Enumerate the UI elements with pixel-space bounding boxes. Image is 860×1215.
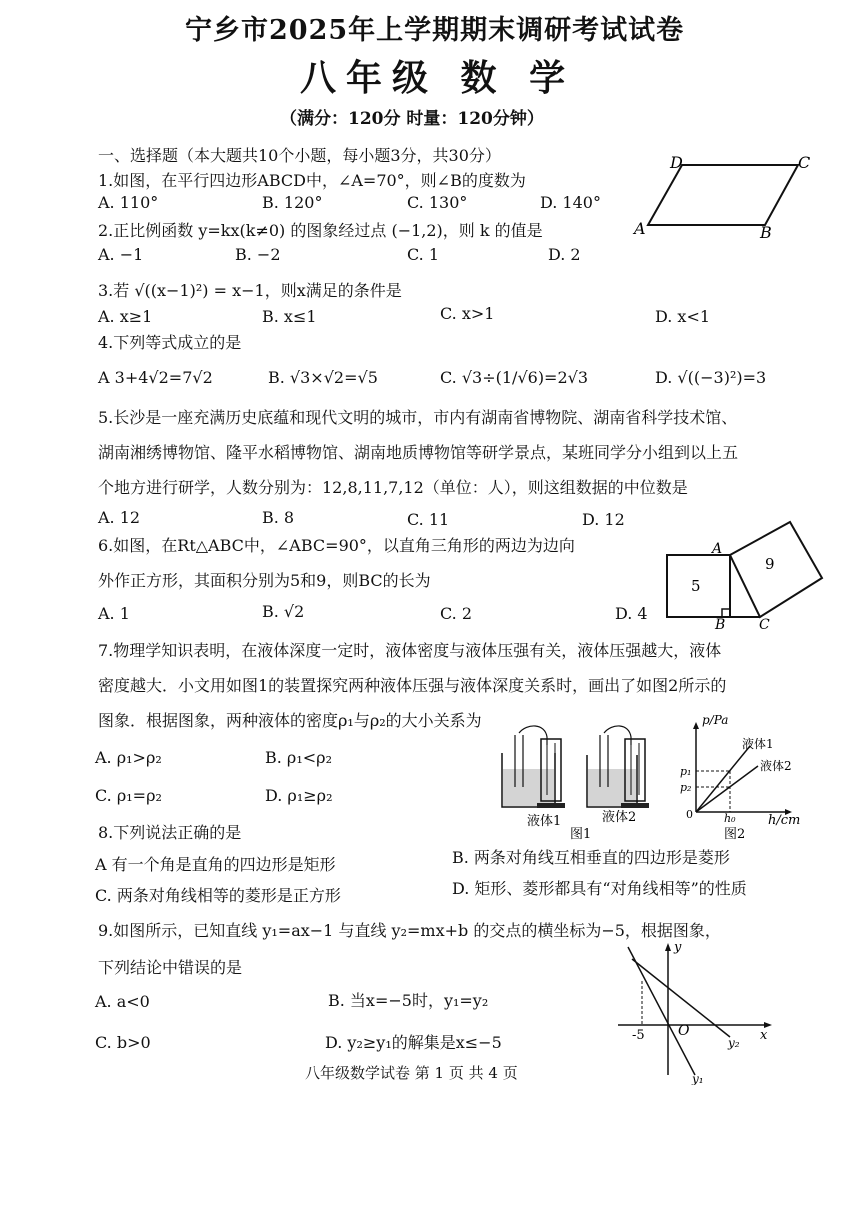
h0-label: h₀ [724,812,736,825]
q5-line-1: 5.长沙是一座充满历史底蕴和现代文明的城市，市内有湖南省博物院、湖南省科学技术馆、 [98,408,738,427]
liquid-1-label: 液体1 [527,814,562,829]
q4-option-a: A 3+4√2=7√2 [98,368,213,387]
q9-x-label: x [760,1028,768,1043]
q9-origin-label: O [678,1023,690,1039]
line-y1 [628,947,695,1075]
q5-option-b: B. 8 [262,508,295,527]
section-heading: 一、选择题（本大题共10个小题，每小题3分，共30分） [98,146,501,165]
q7-option-c: C. ρ₁=ρ₂ [95,786,162,805]
q6-line-1: 6.如图，在Rt△ABC中，∠ABC=90°，以直角三角形的两边为边向 [98,536,575,555]
q2-option-c: C. 1 [407,245,440,264]
q9-minus5-label: -5 [632,1028,645,1043]
q5-option-d: D. 12 [582,510,625,529]
p2-label: p₂ [680,781,692,794]
parallelogram-figure [630,150,815,240]
point-c-label: C [759,617,770,630]
stand-1 [537,803,565,808]
right-angle-mark [722,609,730,617]
q7-option-a: A. ρ₁>ρ₂ [95,748,162,767]
series-1-label: 液体1 [742,737,774,751]
q1-option-a: A. 110° [98,193,159,212]
q7-option-d: D. ρ₁≥ρ₂ [265,786,333,805]
q9-option-b: B. 当x=−5时，y₁=y₂ [328,991,489,1010]
figure-1-apparatus [497,725,672,840]
q8-option-a: A 有一个角是直角的四边形是矩形 [95,855,336,874]
q1-option-c: C. 130° [407,193,468,212]
q4-stem: 4.下列等式成立的是 [98,333,242,352]
q2-stem: 2.正比例函数 y=kx(k≠0) 的图象经过点 (−1,2)，则 k 的值是 [98,221,543,240]
figure-2-caption: 图2 [724,827,746,840]
q5-option-c: C. 11 [407,510,450,529]
page-footer: 八年级数学试卷 第 1 页 共 4 页 [305,1064,518,1082]
q9-lines-figure [610,935,780,1085]
q1-option-b: B. 120° [262,193,323,212]
y-axis-arrow [693,722,699,729]
q7-line-3: 图象．根据图象，两种液体的密度ρ₁与ρ₂的大小关系为 [98,711,482,730]
q5-option-a: A. 12 [98,508,141,527]
q9-y-label: y [674,940,682,955]
q5-line-2: 湖南湘绣博物馆、隆平水稻博物馆、湖南地质博物馆等研学景点，某班同学分小组到以上五 [98,443,739,462]
q4-option-d: D. √((−3)²)=3 [655,368,767,387]
q9-option-d: D. y₂≥y₁的解集是x≤−5 [325,1033,502,1052]
q9-y2-label: y₂ [728,1036,740,1050]
exam-info: （满分：120分 时量：120分钟） [280,109,544,129]
q9-option-c: C. b>0 [95,1033,151,1052]
exam-subtitle: 八年级 数 学 [300,57,576,99]
q5-line-3: 个地方进行研学，人数分别为：12,8,11,7,12（单位：人），则这组数据的中位数是 [98,478,688,497]
q9-y-axis-arrow [665,943,671,951]
p1-label: p₁ [680,765,692,778]
parallelogram-shape [648,165,798,225]
point-b-label: B [715,617,726,630]
q6-line-2: 外作正方形，其面积分别为5和9，则BC的长为 [98,571,431,590]
y-axis-label: p/Pa [702,713,729,727]
q9-option-a: A. a<0 [95,992,150,1011]
vertex-d-label: D [670,153,683,172]
stand-2 [621,803,649,808]
q3-option-a: A. x≥1 [98,307,153,326]
q1-option-d: D. 140° [540,193,601,212]
squares-figure [655,515,835,630]
left-square-area: 5 [691,577,701,595]
q9-y1-label: y₁ [692,1072,704,1085]
vertex-b-label: B [760,223,772,240]
figure-2-graph [680,712,810,840]
line-liquid-1 [696,746,750,812]
x-axis-label: h/cm [768,813,801,828]
exam-title: 宁乡市2025年上学期期末调研考试试卷 [185,15,685,46]
q6-option-a: A. 1 [98,604,130,623]
right-square [730,522,822,617]
q7-line-1: 7.物理学知识表明，在液体深度一定时，液体密度与液体压强有关，液体压强越大，液体 [98,641,722,660]
q3-option-d: D. x<1 [655,307,711,326]
series-2-label: 液体2 [760,759,792,773]
q3-option-b: B. x≤1 [262,307,317,326]
origin-label: 0 [686,808,693,821]
right-square-area: 9 [765,555,775,573]
q9-line-2: 下列结论中错误的是 [98,958,243,977]
q6-option-b: B. √2 [262,602,305,621]
q2-option-a: A. −1 [98,245,144,264]
q8-option-b: B. 两条对角线互相垂直的四边形是菱形 [452,848,730,867]
q4-option-b: B. √3×√2=√5 [268,368,378,387]
q8-option-d: D. 矩形、菱形都具有“对角线相等”的性质 [452,879,747,898]
liquid-2-label: 液体2 [602,810,637,825]
q3-stem: 3.若 √((x−1)²) = x−1，则x满足的条件是 [98,281,402,300]
q9-line-1: 9.如图所示，已知直线 y₁=ax−1 与直线 y₂=mx+b 的交点的横坐标为−5，根据图象， [98,921,721,940]
q7-line-2: 密度越大．小文用如图1的装置探究两种液体压强与液体深度关系时，画出了如图2所示的 [98,676,727,695]
q8-option-c: C. 两条对角线相等的菱形是正方形 [95,886,341,905]
q2-option-b: B. −2 [235,245,281,264]
q8-stem: 8.下列说法正确的是 [98,823,242,842]
q6-option-d: D. 4 [615,604,648,623]
q7-option-b: B. ρ₁<ρ₂ [265,748,332,767]
q2-option-d: D. 2 [548,245,581,264]
q4-option-c: C. √3÷(1/√6)=2√3 [440,368,589,387]
q3-option-c: C. x>1 [440,304,495,323]
figure-1-caption: 图1 [570,827,592,840]
point-a-label: A [712,541,723,557]
q6-option-c: C. 2 [440,604,473,623]
q1-stem: 1.如图，在平行四边形ABCD中，∠A=70°，则∠B的度数为 [98,171,526,190]
line-liquid-2 [696,766,758,812]
vertex-a-label: A [634,219,646,238]
vertex-c-label: C [798,153,811,172]
